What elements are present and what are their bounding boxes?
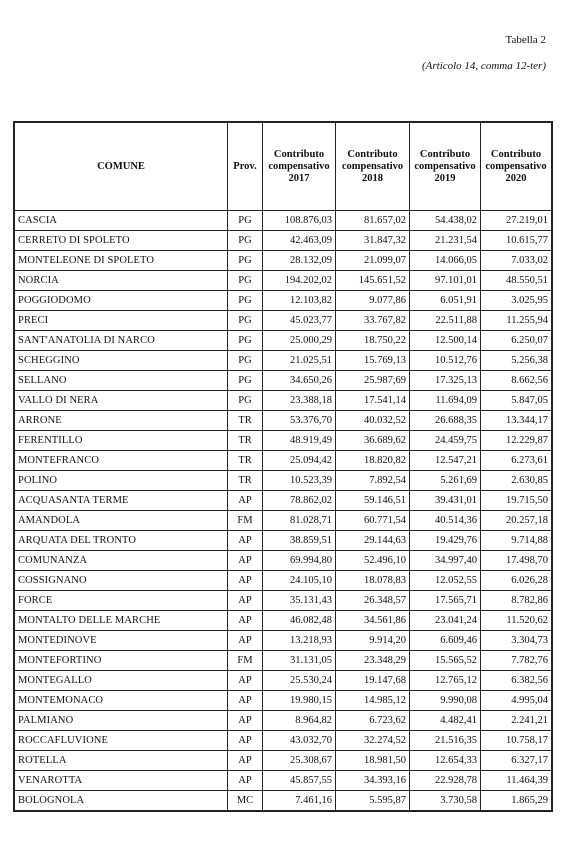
cell-contributo-2017: 45.857,55 xyxy=(263,771,336,791)
column-header-2017: Contributo compensativo 2017 xyxy=(263,123,336,211)
table-body xyxy=(15,211,552,811)
table-row xyxy=(15,511,552,531)
cell-contributo-2018: 7.892,54 xyxy=(336,471,410,491)
cell-prov: AP xyxy=(228,711,263,731)
cell-contributo-2018: 52.496,10 xyxy=(336,551,410,571)
cell-contributo-2018: 59.146,51 xyxy=(336,491,410,511)
cell-contributo-2019: 6.051,91 xyxy=(410,291,481,311)
cell-contributo-2018: 15.769,13 xyxy=(336,351,410,371)
cell-prov: PG xyxy=(228,331,263,351)
cell-contributo-2018: 19.147,68 xyxy=(336,671,410,691)
cell-contributo-2018: 40.032,52 xyxy=(336,411,410,431)
cell-contributo-2020: 5.847,05 xyxy=(481,391,552,411)
table-row xyxy=(15,751,552,771)
cell-contributo-2019: 15.565,52 xyxy=(410,651,481,671)
table-row xyxy=(15,231,552,251)
cell-prov: AP xyxy=(228,591,263,611)
cell-contributo-2020: 19.715,50 xyxy=(481,491,552,511)
cell-contributo-2020: 11.255,94 xyxy=(481,311,552,331)
cell-contributo-2017: 25.308,67 xyxy=(263,751,336,771)
cell-contributo-2019: 23.041,24 xyxy=(410,611,481,631)
cell-comune: ACQUASANTA TERME xyxy=(15,491,228,511)
cell-prov: PG xyxy=(228,311,263,331)
cell-contributo-2018: 14.985,12 xyxy=(336,691,410,711)
article-reference: (Articolo 14, comma 12-ter) xyxy=(421,60,546,72)
cell-contributo-2018: 5.595,87 xyxy=(336,791,410,811)
column-header-2020: Contributo compensativo 2020 xyxy=(481,123,552,211)
cell-contributo-2019: 6.609,46 xyxy=(410,631,481,651)
cell-contributo-2019: 5.261,69 xyxy=(410,471,481,491)
table-row xyxy=(15,351,552,371)
cell-contributo-2018: 29.144,63 xyxy=(336,531,410,551)
cell-contributo-2018: 36.689,62 xyxy=(336,431,410,451)
cell-contributo-2020: 3.304,73 xyxy=(481,631,552,651)
table-row xyxy=(15,611,552,631)
cell-contributo-2020: 6.382,56 xyxy=(481,671,552,691)
cell-contributo-2019: 11.694,09 xyxy=(410,391,481,411)
cell-comune: AMANDOLA xyxy=(15,511,228,531)
cell-contributo-2018: 21.099,07 xyxy=(336,251,410,271)
cell-contributo-2019: 24.459,75 xyxy=(410,431,481,451)
cell-contributo-2018: 34.561,86 xyxy=(336,611,410,631)
table-row xyxy=(15,631,552,651)
cell-prov: AP xyxy=(228,531,263,551)
cell-comune: CASCIA xyxy=(15,211,228,231)
cell-comune: BOLOGNOLA xyxy=(15,791,228,811)
cell-contributo-2020: 6.273,61 xyxy=(481,451,552,471)
cell-contributo-2019: 54.438,02 xyxy=(410,211,481,231)
cell-contributo-2019: 21.516,35 xyxy=(410,731,481,751)
cell-contributo-2018: 23.348,29 xyxy=(336,651,410,671)
cell-prov: AP xyxy=(228,611,263,631)
cell-contributo-2020: 3.025,95 xyxy=(481,291,552,311)
table-row xyxy=(15,531,552,551)
contributions-table xyxy=(14,122,552,811)
table-row xyxy=(15,331,552,351)
cell-contributo-2019: 26.688,35 xyxy=(410,411,481,431)
cell-contributo-2018: 145.651,52 xyxy=(336,271,410,291)
cell-contributo-2020: 20.257,18 xyxy=(481,511,552,531)
cell-contributo-2017: 42.463,09 xyxy=(263,231,336,251)
cell-contributo-2017: 35.131,43 xyxy=(263,591,336,611)
cell-comune: MONTEDINOVE xyxy=(15,631,228,651)
cell-contributo-2017: 7.461,16 xyxy=(263,791,336,811)
cell-contributo-2017: 10.523,39 xyxy=(263,471,336,491)
cell-contributo-2019: 40.514,36 xyxy=(410,511,481,531)
cell-prov: TR xyxy=(228,431,263,451)
cell-prov: MC xyxy=(228,791,263,811)
cell-comune: SELLANO xyxy=(15,371,228,391)
cell-contributo-2018: 18.750,22 xyxy=(336,331,410,351)
cell-comune: SANT'ANATOLIA DI NARCO xyxy=(15,331,228,351)
cell-comune: FERENTILLO xyxy=(15,431,228,451)
cell-prov: TR xyxy=(228,411,263,431)
cell-contributo-2018: 9.914,20 xyxy=(336,631,410,651)
cell-contributo-2017: 46.082,48 xyxy=(263,611,336,631)
cell-comune: POGGIODOMO xyxy=(15,291,228,311)
table-row xyxy=(15,551,552,571)
cell-comune: VALLO DI NERA xyxy=(15,391,228,411)
cell-contributo-2019: 19.429,76 xyxy=(410,531,481,551)
cell-contributo-2020: 6.250,07 xyxy=(481,331,552,351)
cell-contributo-2018: 34.393,16 xyxy=(336,771,410,791)
cell-contributo-2020: 10.758,17 xyxy=(481,731,552,751)
table-row xyxy=(15,671,552,691)
cell-contributo-2019: 10.512,76 xyxy=(410,351,481,371)
cell-contributo-2017: 31.131,05 xyxy=(263,651,336,671)
cell-contributo-2017: 19.980,15 xyxy=(263,691,336,711)
cell-comune: MONTEMONACO xyxy=(15,691,228,711)
cell-comune: NORCIA xyxy=(15,271,228,291)
column-header-prov: Prov. xyxy=(228,123,263,211)
table-row xyxy=(15,731,552,751)
cell-contributo-2018: 81.657,02 xyxy=(336,211,410,231)
cell-contributo-2020: 6.327,17 xyxy=(481,751,552,771)
cell-prov: AP xyxy=(228,571,263,591)
cell-prov: PG xyxy=(228,391,263,411)
table-row xyxy=(15,391,552,411)
cell-comune: ARQUATA DEL TRONTO xyxy=(15,531,228,551)
table-row xyxy=(15,571,552,591)
cell-contributo-2018: 33.767,82 xyxy=(336,311,410,331)
cell-contributo-2017: 13.218,93 xyxy=(263,631,336,651)
table-row xyxy=(15,311,552,331)
cell-contributo-2019: 12.654,33 xyxy=(410,751,481,771)
cell-comune: ARRONE xyxy=(15,411,228,431)
cell-contributo-2020: 6.026,28 xyxy=(481,571,552,591)
table-row xyxy=(15,691,552,711)
table-row xyxy=(15,711,552,731)
cell-contributo-2019: 4.482,41 xyxy=(410,711,481,731)
cell-contributo-2018: 26.348,57 xyxy=(336,591,410,611)
cell-contributo-2017: 45.023,77 xyxy=(263,311,336,331)
cell-comune: COSSIGNANO xyxy=(15,571,228,591)
table-row xyxy=(15,271,552,291)
cell-prov: AP xyxy=(228,691,263,711)
cell-contributo-2020: 7.782,76 xyxy=(481,651,552,671)
cell-contributo-2018: 32.274,52 xyxy=(336,731,410,751)
cell-contributo-2019: 9.990,08 xyxy=(410,691,481,711)
cell-prov: AP xyxy=(228,731,263,751)
cell-contributo-2017: 78.862,02 xyxy=(263,491,336,511)
cell-contributo-2017: 25.000,29 xyxy=(263,331,336,351)
cell-contributo-2019: 3.730,58 xyxy=(410,791,481,811)
cell-comune: ROTELLA xyxy=(15,751,228,771)
cell-contributo-2017: 48.919,49 xyxy=(263,431,336,451)
cell-contributo-2019: 22.511,88 xyxy=(410,311,481,331)
table-row xyxy=(15,431,552,451)
cell-comune: SCHEGGINO xyxy=(15,351,228,371)
cell-contributo-2017: 43.032,70 xyxy=(263,731,336,751)
cell-contributo-2019: 17.325,13 xyxy=(410,371,481,391)
cell-contributo-2017: 25.094,42 xyxy=(263,451,336,471)
cell-contributo-2018: 17.541,14 xyxy=(336,391,410,411)
cell-comune: PALMIANO xyxy=(15,711,228,731)
cell-contributo-2020: 5.256,38 xyxy=(481,351,552,371)
cell-contributo-2020: 11.464,39 xyxy=(481,771,552,791)
cell-contributo-2017: 8.964,82 xyxy=(263,711,336,731)
column-header-2019: Contributo compensativo 2019 xyxy=(410,123,481,211)
table-row xyxy=(15,291,552,311)
cell-prov: AP xyxy=(228,551,263,571)
cell-contributo-2020: 17.498,70 xyxy=(481,551,552,571)
cell-contributo-2017: 81.028,71 xyxy=(263,511,336,531)
table-row xyxy=(15,451,552,471)
cell-prov: PG xyxy=(228,251,263,271)
cell-contributo-2019: 39.431,01 xyxy=(410,491,481,511)
cell-contributo-2018: 31.847,32 xyxy=(336,231,410,251)
cell-contributo-2020: 10.615,77 xyxy=(481,231,552,251)
table-header-row xyxy=(15,123,552,211)
cell-comune: MONTALTO DELLE MARCHE xyxy=(15,611,228,631)
cell-contributo-2020: 4.995,04 xyxy=(481,691,552,711)
table-row xyxy=(15,651,552,671)
cell-comune: MONTEGALLO xyxy=(15,671,228,691)
table-row xyxy=(15,791,552,811)
cell-contributo-2020: 9.714,88 xyxy=(481,531,552,551)
cell-contributo-2019: 34.997,40 xyxy=(410,551,481,571)
cell-contributo-2020: 7.033,02 xyxy=(481,251,552,271)
cell-contributo-2017: 24.105,10 xyxy=(263,571,336,591)
cell-comune: VENAROTTA xyxy=(15,771,228,791)
cell-contributo-2020: 48.550,51 xyxy=(481,271,552,291)
cell-contributo-2017: 12.103,82 xyxy=(263,291,336,311)
cell-contributo-2020: 8.662,56 xyxy=(481,371,552,391)
cell-comune: FORCE xyxy=(15,591,228,611)
cell-prov: TR xyxy=(228,471,263,491)
cell-contributo-2019: 21.231,54 xyxy=(410,231,481,251)
table-row xyxy=(15,491,552,511)
table-row xyxy=(15,371,552,391)
column-header-comune: COMUNE xyxy=(15,123,228,211)
cell-contributo-2018: 18.981,50 xyxy=(336,751,410,771)
cell-contributo-2017: 53.376,70 xyxy=(263,411,336,431)
cell-contributo-2019: 12.765,12 xyxy=(410,671,481,691)
cell-contributo-2017: 38.859,51 xyxy=(263,531,336,551)
cell-prov: PG xyxy=(228,351,263,371)
table-row xyxy=(15,411,552,431)
cell-contributo-2020: 2.630,85 xyxy=(481,471,552,491)
table-row xyxy=(15,251,552,271)
cell-contributo-2019: 12.547,21 xyxy=(410,451,481,471)
cell-contributo-2017: 25.530,24 xyxy=(263,671,336,691)
cell-contributo-2020: 8.782,86 xyxy=(481,591,552,611)
cell-contributo-2018: 60.771,54 xyxy=(336,511,410,531)
cell-contributo-2019: 97.101,01 xyxy=(410,271,481,291)
cell-contributo-2020: 13.344,17 xyxy=(481,411,552,431)
cell-contributo-2017: 28.132,09 xyxy=(263,251,336,271)
cell-contributo-2017: 194.202,02 xyxy=(263,271,336,291)
cell-prov: AP xyxy=(228,751,263,771)
table-row xyxy=(15,591,552,611)
table-label: Tabella 2 xyxy=(505,34,546,46)
cell-prov: PG xyxy=(228,371,263,391)
cell-contributo-2020: 11.520,62 xyxy=(481,611,552,631)
cell-contributo-2018: 6.723,62 xyxy=(336,711,410,731)
cell-comune: MONTEFORTINO xyxy=(15,651,228,671)
cell-prov: PG xyxy=(228,291,263,311)
cell-prov: PG xyxy=(228,271,263,291)
cell-prov: AP xyxy=(228,631,263,651)
cell-comune: PRECI xyxy=(15,311,228,331)
table-row xyxy=(15,471,552,491)
cell-prov: AP xyxy=(228,771,263,791)
cell-prov: PG xyxy=(228,211,263,231)
cell-comune: CERRETO DI SPOLETO xyxy=(15,231,228,251)
cell-comune: COMUNANZA xyxy=(15,551,228,571)
cell-contributo-2017: 21.025,51 xyxy=(263,351,336,371)
cell-prov: PG xyxy=(228,231,263,251)
cell-prov: AP xyxy=(228,491,263,511)
cell-prov: AP xyxy=(228,671,263,691)
cell-contributo-2020: 2.241,21 xyxy=(481,711,552,731)
cell-prov: TR xyxy=(228,451,263,471)
cell-contributo-2019: 17.565,71 xyxy=(410,591,481,611)
cell-comune: MONTELEONE DI SPOLETO xyxy=(15,251,228,271)
table-row xyxy=(15,211,552,231)
cell-contributo-2017: 23.388,18 xyxy=(263,391,336,411)
cell-prov: FM xyxy=(228,651,263,671)
cell-contributo-2020: 27.219,01 xyxy=(481,211,552,231)
cell-contributo-2017: 34.650,26 xyxy=(263,371,336,391)
cell-contributo-2017: 108.876,03 xyxy=(263,211,336,231)
cell-contributo-2018: 18.820,82 xyxy=(336,451,410,471)
cell-prov: FM xyxy=(228,511,263,531)
cell-contributo-2019: 22.928,78 xyxy=(410,771,481,791)
cell-comune: ROCCAFLUVIONE xyxy=(15,731,228,751)
cell-contributo-2017: 69.994,80 xyxy=(263,551,336,571)
cell-contributo-2018: 18.078,83 xyxy=(336,571,410,591)
cell-comune: MONTEFRANCO xyxy=(15,451,228,471)
cell-contributo-2019: 12.500,14 xyxy=(410,331,481,351)
column-header-2018: Contributo compensativo 2018 xyxy=(336,123,410,211)
cell-contributo-2020: 12.229,87 xyxy=(481,431,552,451)
cell-contributo-2019: 12.052,55 xyxy=(410,571,481,591)
cell-contributo-2019: 14.066,05 xyxy=(410,251,481,271)
cell-comune: POLINO xyxy=(15,471,228,491)
cell-contributo-2018: 9.077,86 xyxy=(336,291,410,311)
cell-contributo-2018: 25.987,69 xyxy=(336,371,410,391)
cell-contributo-2020: 1.865,29 xyxy=(481,791,552,811)
table-row xyxy=(15,771,552,791)
